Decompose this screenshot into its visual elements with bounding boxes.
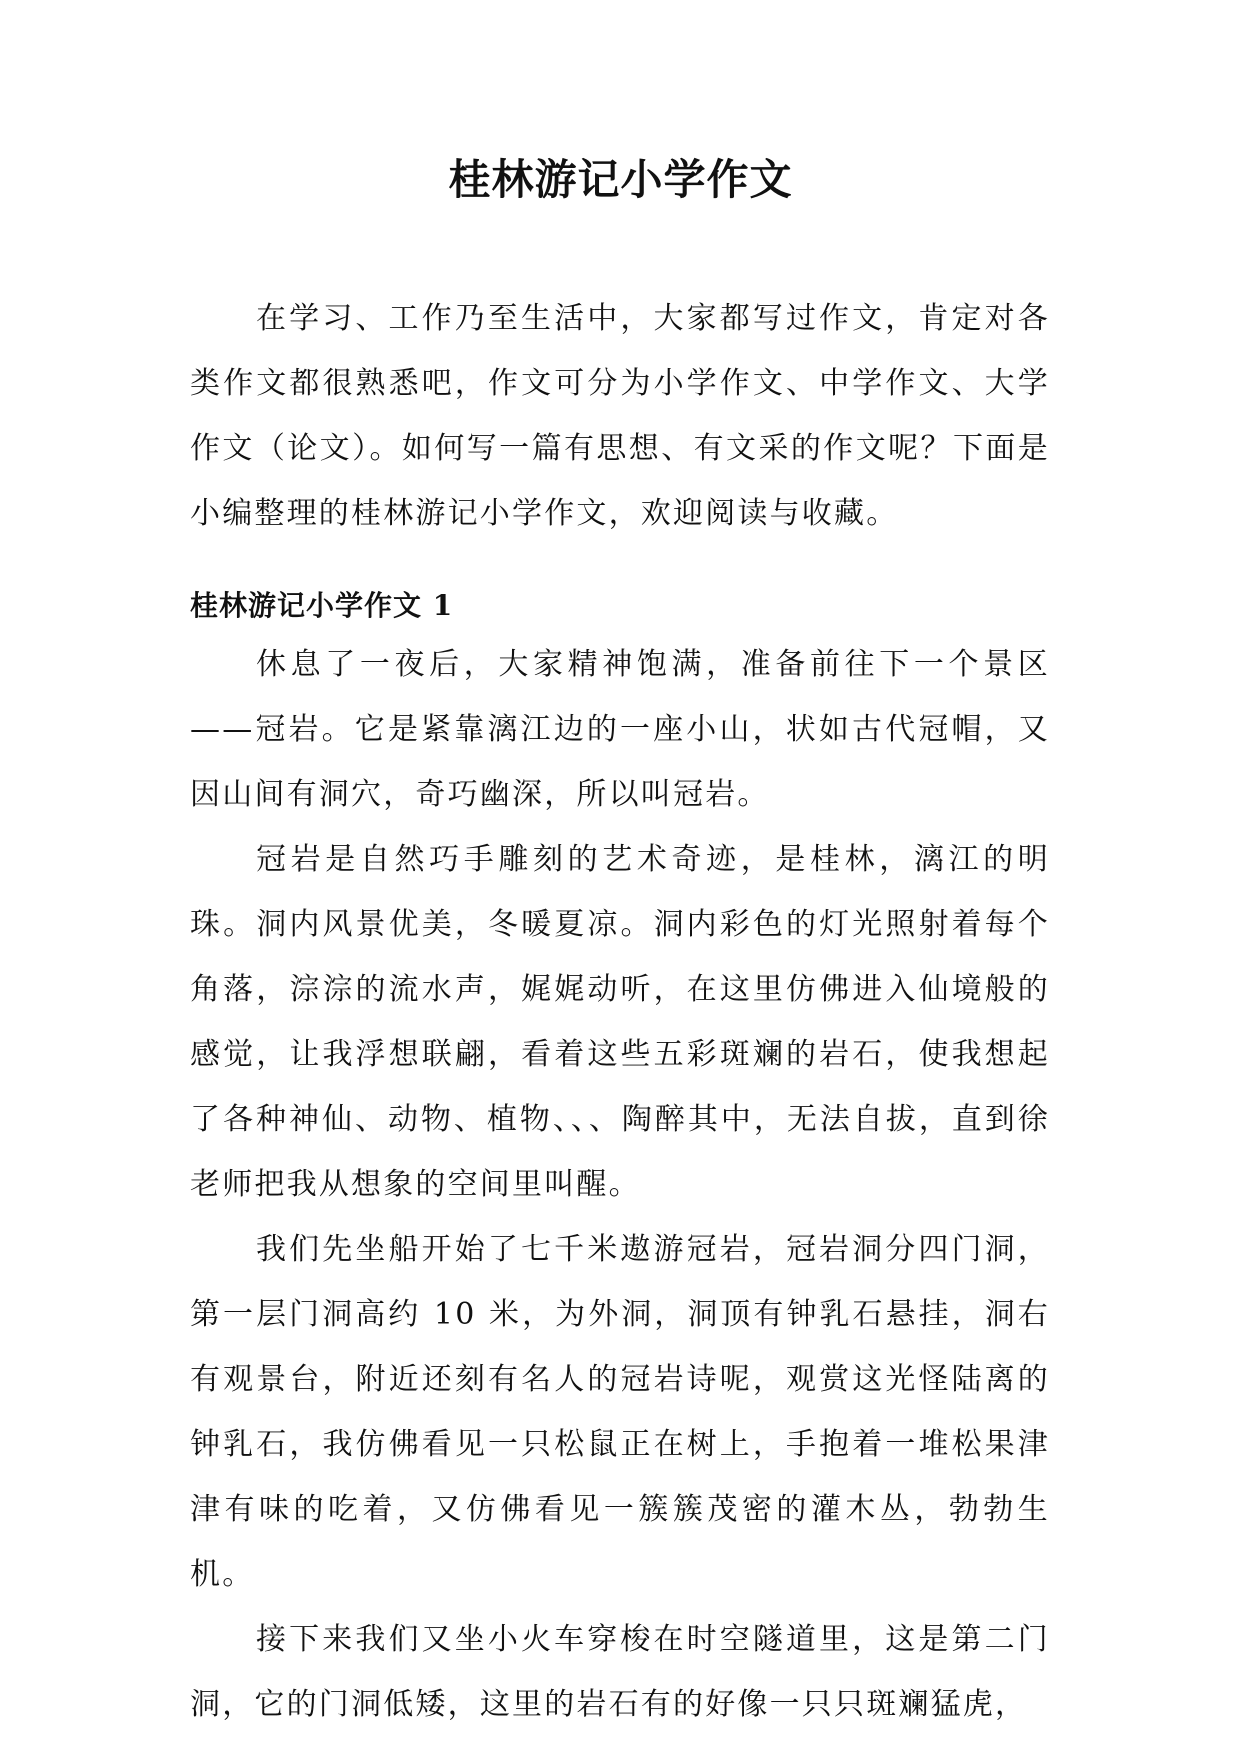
article-paragraph: 休息了一夜后，大家精神饱满，准备前往下一个景区——冠岩。它是紧靠漓江边的一座小山，状如古代冠帽，又因山间有洞穴，奇巧幽深，所以叫冠岩。 (190, 647, 1050, 812)
section-heading: 桂林游记小学作文 1 (190, 589, 454, 622)
article-paragraph: 冠岩是自然巧手雕刻的艺术奇迹，是桂林，漓江的明珠。洞内风景优美，冬暖夏凉。洞内彩色的灯光照射着每个角落，淙淙的流水声，娓娓动听，在这里仿佛进入仙境般的感觉，让我浮想联翩，看着这些五彩斑斓的岩石，使我想起了各种神仙、动物、植物、、、陶醉其中，无法自拔，直到徐老师把我从想象的空间里叫醒。 (190, 842, 1050, 1202)
article-paragraph: 我们先坐船开始了七千米遨游冠岩，冠岩洞分四门洞，第一层门洞高约 10 米，为外洞，洞顶有钟乳石悬挂，洞右有观景台，附近还刻有名人的冠岩诗呢，观赏这光怪陆离的钟乳石，我仿佛看见一只松鼠正在树上，手抱着一堆松果津津有味的吃着，又仿佛看见一簇簇茂密的灌木丛，勃勃生机。 (190, 1232, 1050, 1592)
intro-paragraph: 在学习、工作乃至生活中，大家都写过作文，肯定对各类作文都很熟悉吧，作文可分为小学作文、中学作文、大学作文（论文）。如何写一篇有思想、有文采的作文呢？下面是小编整理的桂林游记小学作文，欢迎阅读与收藏。 (190, 301, 1050, 531)
article-paragraph: 接下来我们又坐小火车穿梭在时空隧道里，这是第二门洞，它的门洞低矮，这里的岩石有的好像一只只斑斓猛虎， (190, 1622, 1050, 1722)
article-body (190, 632, 1050, 1737)
document-title: 桂林游记小学作文 (448, 155, 793, 204)
